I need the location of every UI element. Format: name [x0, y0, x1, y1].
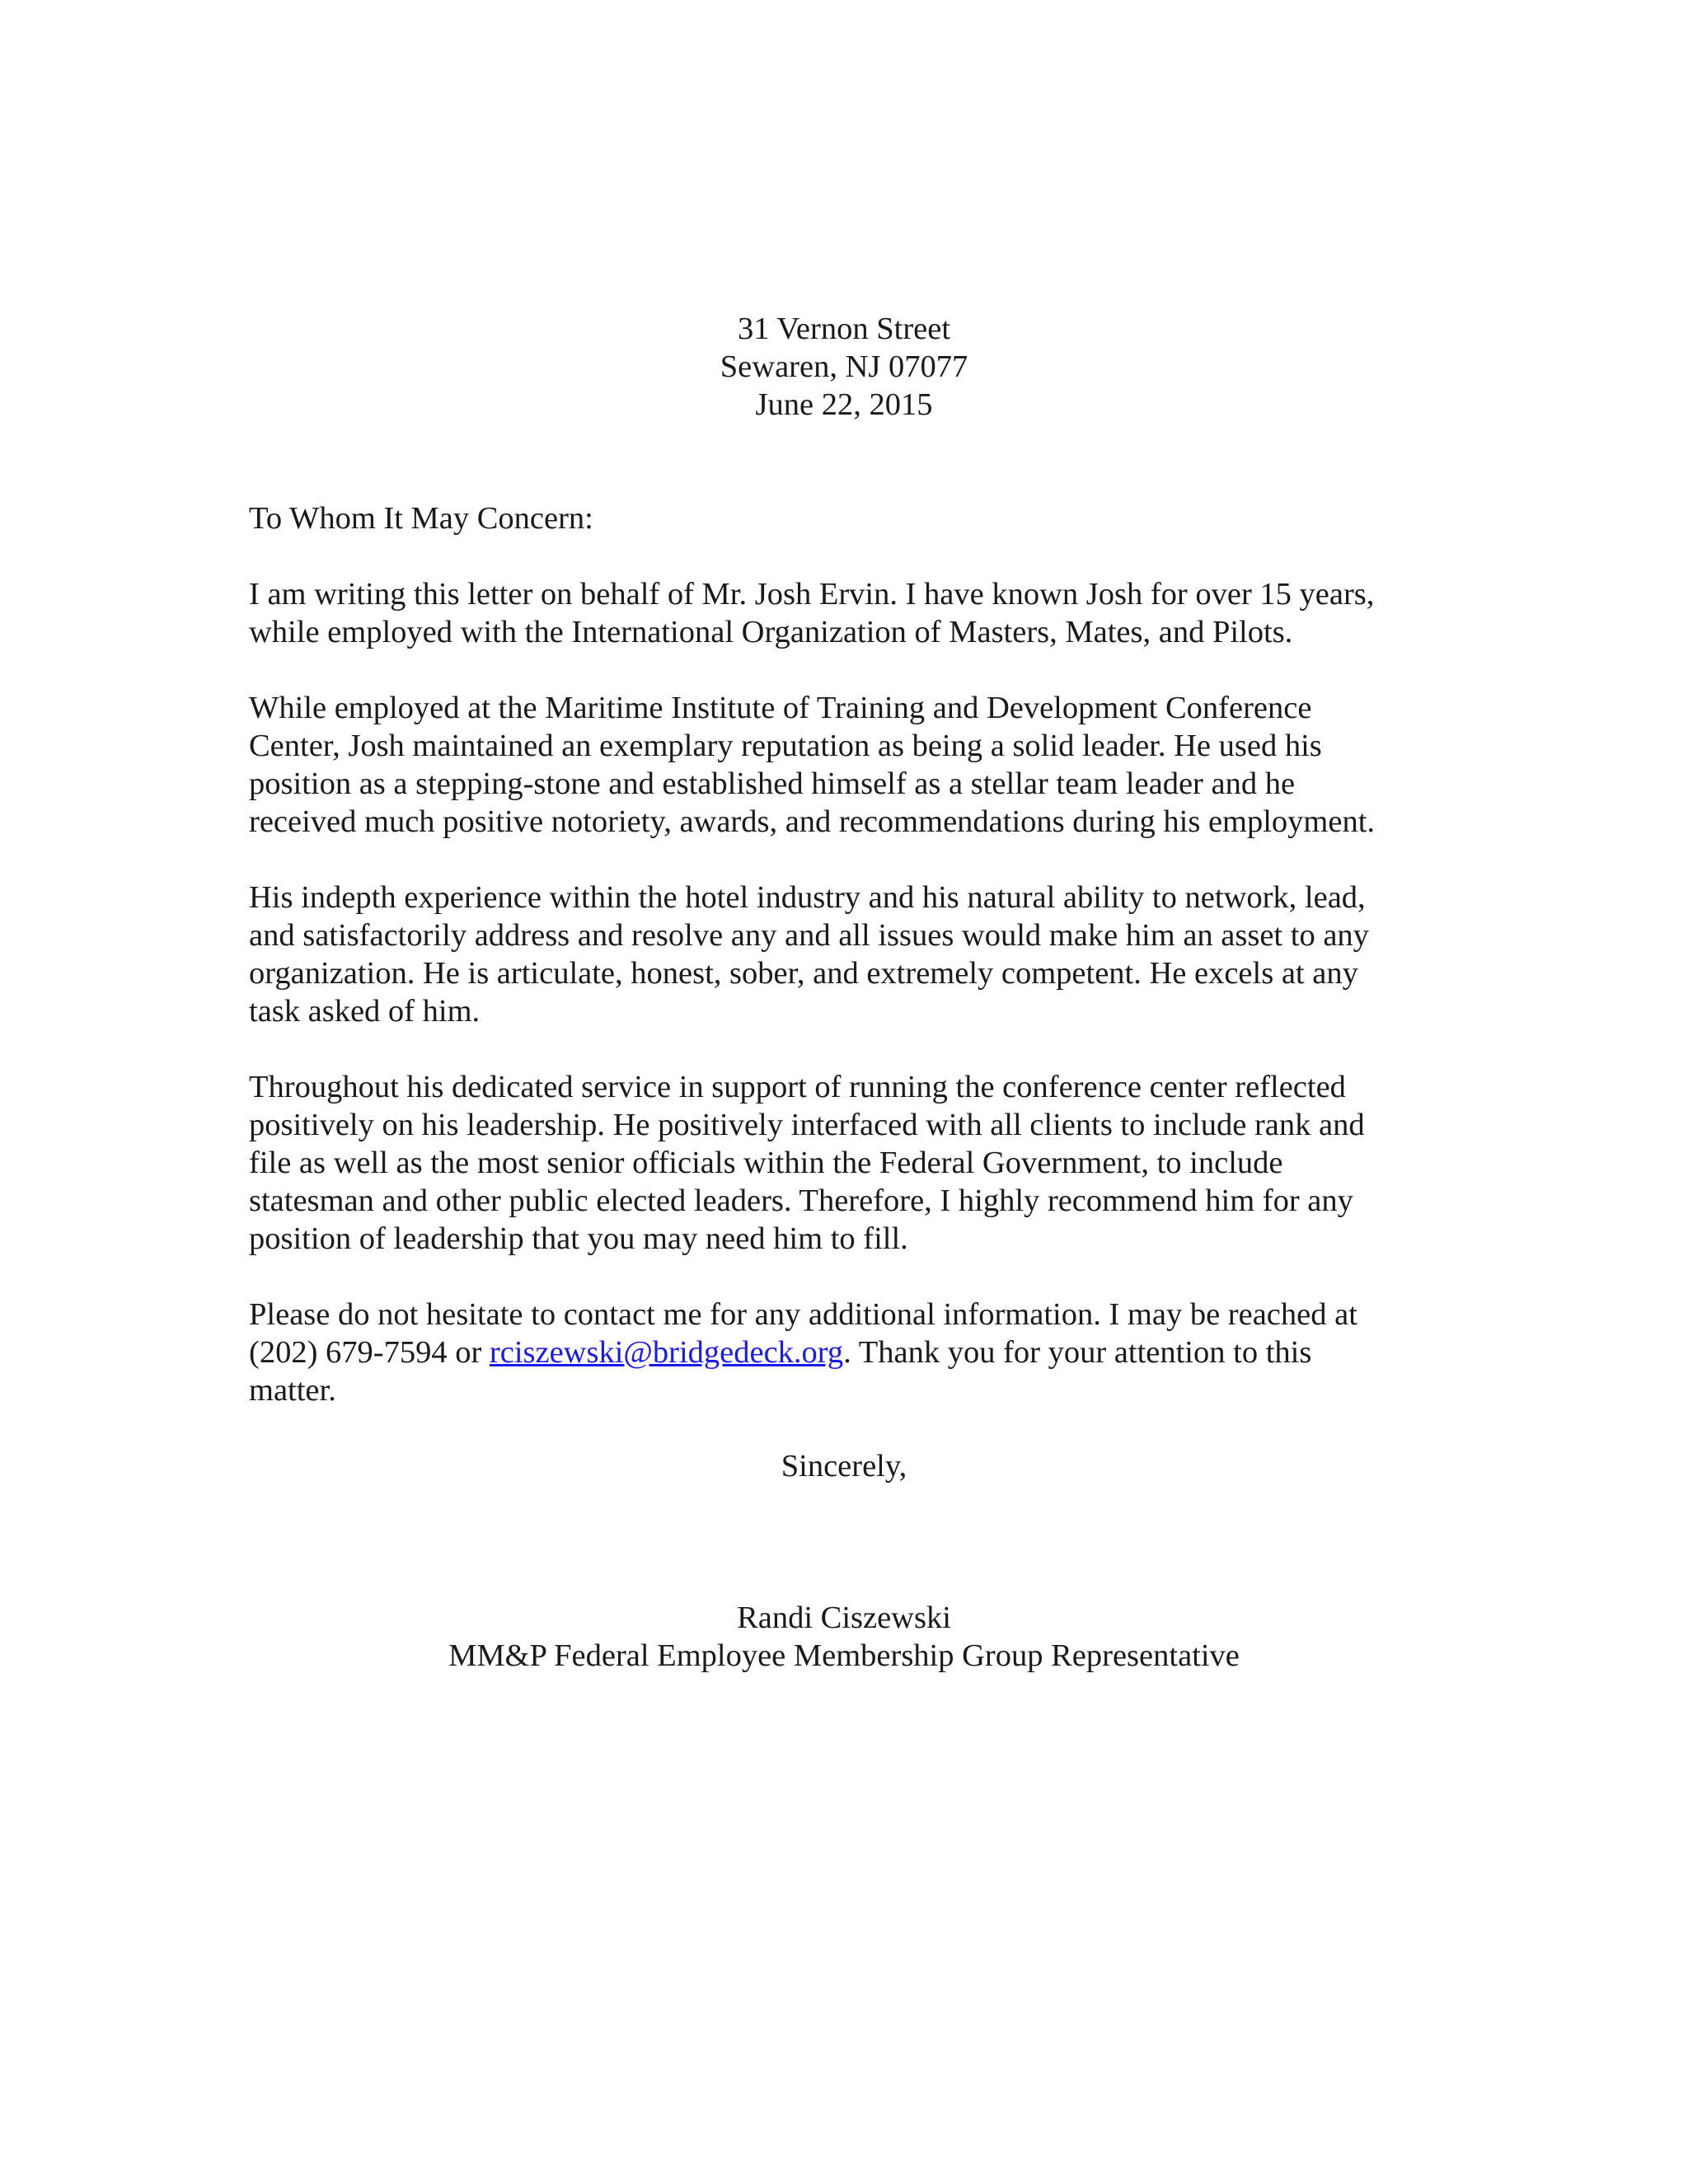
- paragraph-line: Center, Josh maintained an exemplary reputation as being a solid leader. He used his: [249, 729, 1322, 763]
- paragraph-line: Please do not hesitate to contact me for any additional information. I may be reached at: [249, 1297, 1357, 1332]
- signer-title: MM&P Federal Employee Membership Group Representative: [448, 1638, 1240, 1673]
- paragraph-line: task asked of him.: [249, 994, 481, 1029]
- paragraph-line: matter.: [249, 1373, 336, 1408]
- paragraph-line: I am writing this letter on behalf of Mr. Josh Ervin. I have known Josh for over 15 years,: [249, 577, 1375, 612]
- closing-text: Sincerely,: [781, 1449, 907, 1483]
- paragraph-line: file as well as the most senior officials within the Federal Government, to include: [249, 1146, 1283, 1180]
- paragraph-line: and satisfactorily address and resolve any and all issues would make him an asset to any: [249, 918, 1369, 953]
- letter-date: June 22, 2015: [755, 387, 933, 422]
- paragraph-line: position as a stepping-stone and established himself as a stellar team leader and he: [249, 766, 1296, 801]
- phone-text: (202) 679-7594 or: [249, 1335, 490, 1370]
- contact-line: [249, 1333, 1452, 1371]
- contact-line-tail: . Thank you for your attention to this: [843, 1335, 1312, 1370]
- paragraph-line: while employed with the International Organization of Masters, Mates, and Pilots.: [249, 615, 1293, 649]
- paragraph-line: His indepth experience within the hotel industry and his natural ability to network, lead,: [249, 880, 1366, 915]
- salutation: [249, 499, 1452, 537]
- email-link[interactable]: rciszewski@bridgedeck.org: [489, 1335, 844, 1370]
- salutation-text: To Whom It May Concern:: [249, 501, 593, 536]
- paragraph-line: position of leadership that you may need him to fill.: [249, 1221, 908, 1256]
- paragraph-1: [249, 575, 1452, 651]
- paragraph-line: received much positive notoriety, awards, and recommendations during his employment.: [249, 804, 1376, 839]
- paragraph-3: [249, 879, 1452, 1030]
- paragraph-line: Throughout his dedicated service in support of running the conference center reflected: [249, 1070, 1346, 1104]
- address-block: [0, 310, 1688, 424]
- paragraph-2: [249, 689, 1452, 841]
- paragraph-line: organization. He is articulate, honest, sober, and extremely competent. He excels at any: [249, 956, 1358, 991]
- address-city: Sewaren, NJ 07077: [720, 349, 968, 384]
- address-street: 31 Vernon Street: [737, 312, 951, 346]
- signer-name: Randi Ciszewski: [737, 1601, 951, 1635]
- signature-block: [0, 1599, 1688, 1675]
- paragraph-line: statesman and other public elected leaders. Therefore, I highly recommend him for any: [249, 1183, 1353, 1218]
- paragraph-line: While employed at the Maritime Institute of Training and Development Conference: [249, 691, 1312, 725]
- paragraph-5: [249, 1296, 1452, 1409]
- paragraph-line: positively on his leadership. He positively interfaced with all clients to include rank and: [249, 1108, 1365, 1142]
- paragraph-4: [249, 1068, 1452, 1258]
- closing: [0, 1447, 1688, 1485]
